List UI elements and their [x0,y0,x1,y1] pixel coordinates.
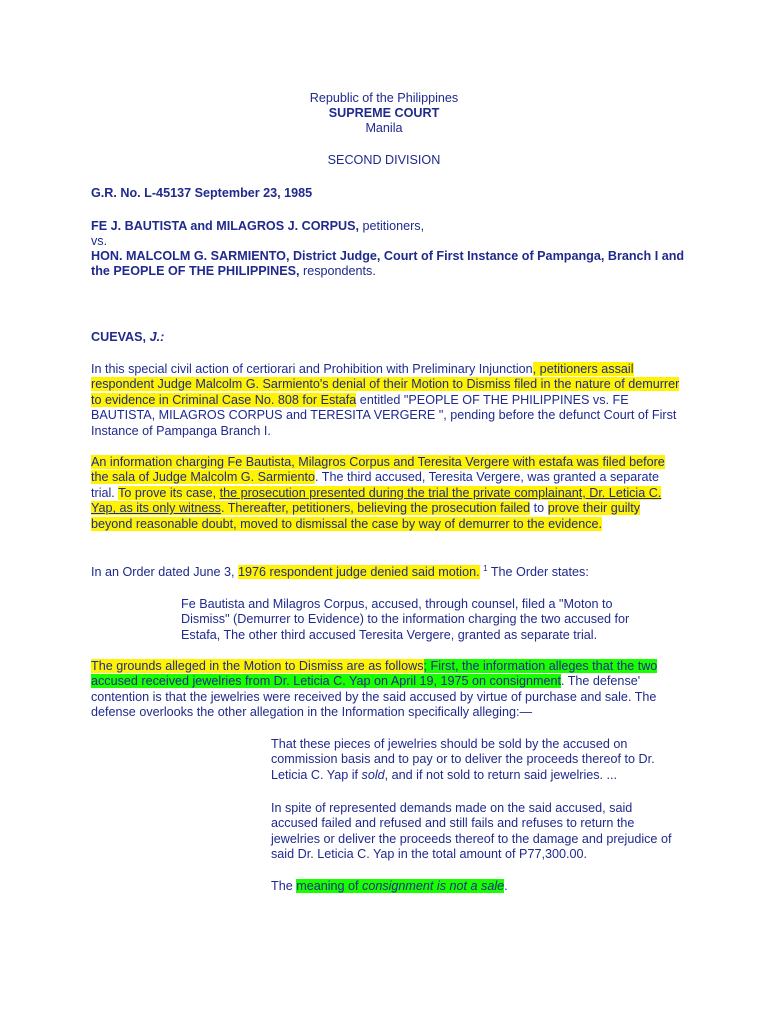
petitioners-line [91,219,691,234]
p1-highlight: , petitioners assail respondent Judge Malcolm G. Sarmiento's denial of their Motion to Dismiss filed in the nature of demurrer to evidence in Criminal Case No. 808 for Estafa [91,362,680,407]
q4-highlight: meaning of [296,879,363,893]
case-number: G.R. No. L-45137 September 23, 1985 [91,186,313,200]
q4-text-a: The [271,879,297,893]
quote-1: Fe Bautista and Milagros Corpus, accused, through counsel, filed a "Moton to Dismiss" (Demurrer to Evidence) to the information charging the two accused for Estafa, The other third accused Teresita Vergere, granted as separate trial. [181,597,630,642]
p4-text-c: . The defense' contention is that the jewelries were received by the said accused by virtue of purchase and sale. The defense overlooks the other allegation in the Information specifically alleging:— [91,674,657,720]
p4-highlight-green: ; First, the information alleges that the two accused received jewelries from Dr. Leticia C. Yap on April 19, 1975 on consignment [91,659,658,689]
respondents-line [91,249,691,280]
p3-text-d: The Order states: [487,565,589,579]
footnote-ref: 1 [483,563,488,573]
header-court: SUPREME COURT [328,106,440,120]
petitioners-names: FE J. BAUTISTA and MILAGROS J. CORPUS, [91,219,359,233]
paragraph-1 [91,362,681,439]
q2-text-a: That these pieces of jewelries should be sold by the accused on commission basis and to pay or to deliver the proceeds thereof to Dr. Leticia C. Yap if [271,737,655,782]
p2-highlight-c: To prove its case, [118,485,220,500]
p4-highlight-yellow: The grounds alleged in the Motion to Dismiss are as follows [91,659,424,673]
respondents-role: respondents. [299,264,376,279]
paragraph-3 [91,565,681,580]
p1-text-a: In this special civil action of certiorari and Prohibition with Preliminary Injunction [91,362,533,376]
p2-text-b: . The third accused, Teresita Vergere, was granted a separate trial. [91,470,659,500]
paragraph-4 [91,659,681,721]
p2-text-f: to [530,501,548,516]
quote-2 [271,737,681,783]
quote-3: In spite of represented demands made on the said accused, said accused failed and refused and still fails and refuses to return the jewelries or deliver the proceeds thereof to the damage and prejudice of said Dr. Leticia C. Yap in the total amount of P77,300.00. [271,801,672,862]
q4-text-d: . [504,879,508,893]
p1-text-c: entitled "PEOPLE OF THE PHILIPPINES vs. FE BAUTISTA, MILAGROS CORPUS and TERESITA VERGERE ", pending before the defunct Court of First Instance of Pampanga Branch I. [91,392,677,438]
q2-text-c: , and if not sold to return said jewelries. ... [384,767,618,782]
header-city: Manila [365,121,403,135]
petitioners-role: petitioners, [359,219,425,233]
p2-highlight-g: prove their guilty beyond reasonable doubt, moved to dismissal the case by way of demurrer to the evidence. [91,501,641,531]
p3-text-a: In an Order dated June 3, [91,565,239,579]
p2-highlight-a: An information charging Fe Bautista, Milagros Corpus and Teresita Vergere with estafa was filed before the sala of Judge Malcolm G. Sarmiento [91,455,665,485]
respondents-names: HON. MALCOLM G. SARMIENTO, District Judge, Court of First Instance of Pampanga, Branch I and the PEOPLE OF THE PHILIPPINES, [91,249,685,279]
q4-highlight-italic: consignment is not a sale [362,879,505,893]
ponente [91,330,164,345]
paragraph-2 [91,455,681,532]
p2-highlight-underlined: the prosecution presented during the trial the private complainant, Dr. Leticia C. Yap, as its only witness [91,485,662,516]
q2-italic: sold [361,767,385,782]
header-republic: Republic of the Philippines [309,91,459,105]
ponente-name: CUEVAS, [91,330,150,344]
p3-highlight: 1976 respondent judge denied said motion. [238,565,480,579]
quote-4 [271,879,681,894]
versus: vs. [91,234,108,248]
ponente-suffix: J.: [149,330,165,344]
p2-highlight-e: . Thereafter, petitioners, believing the prosecution failed [220,501,531,516]
header-division: SECOND DIVISION [327,153,441,167]
